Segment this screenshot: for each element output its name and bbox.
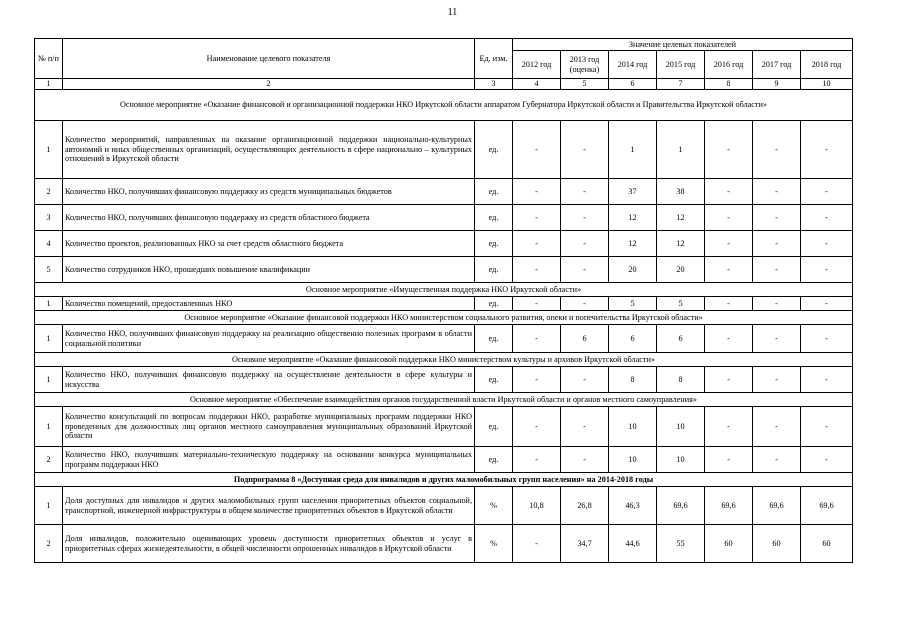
indicator-value: 69,6 <box>753 487 801 525</box>
row-number: 1 <box>35 367 63 393</box>
indicator-value: 12 <box>609 205 657 231</box>
indicator-name: Количество мероприятий, направленных на оказание организационной поддержки национально-культурных автономий и иных общественных организаций, осуществляющих деятельность в сфере национально – культурных отношений в Иркутской области <box>63 121 475 179</box>
indicator-value: 6 <box>657 325 705 353</box>
indicator-value: - <box>513 407 561 447</box>
unit: ед. <box>475 447 513 473</box>
unit: % <box>475 525 513 563</box>
indicator-value: - <box>513 367 561 393</box>
indicator-name: Количество НКО, получивших финансовую поддержку на реализацию общественно полезных программ в области социальной политики <box>63 325 475 353</box>
table-row <box>35 407 853 447</box>
indicator-value: 12 <box>657 231 705 257</box>
unit: ед. <box>475 121 513 179</box>
indicator-value: - <box>705 297 753 311</box>
section-title: Основное мероприятие «Оказание финансовой поддержки НКО министерством социального развития, опеки и попечительства Иркутской области» <box>35 311 853 325</box>
indicator-value: 38 <box>657 179 705 205</box>
indicator-value: - <box>561 179 609 205</box>
indicator-value: 10 <box>609 407 657 447</box>
row-number: 1 <box>35 407 63 447</box>
indicator-value: - <box>561 367 609 393</box>
header-unit: Ед. изм. <box>475 39 513 79</box>
indicator-value: - <box>801 257 853 283</box>
indicator-value: - <box>705 447 753 473</box>
table-row <box>35 325 853 353</box>
indicator-value: 69,6 <box>801 487 853 525</box>
indicator-value: 60 <box>753 525 801 563</box>
table-row <box>35 121 853 179</box>
indicator-value: - <box>801 231 853 257</box>
indicator-value: - <box>561 231 609 257</box>
indicator-value: - <box>705 179 753 205</box>
indicator-value: - <box>561 407 609 447</box>
table-row <box>35 179 853 205</box>
indicator-value: 6 <box>609 325 657 353</box>
indicator-value: - <box>705 367 753 393</box>
indicator-value: - <box>801 179 853 205</box>
header-year: 2016 год <box>705 51 753 79</box>
indicator-value: 8 <box>609 367 657 393</box>
section-row <box>35 353 853 367</box>
indicator-value: 5 <box>609 297 657 311</box>
section-row <box>35 393 853 407</box>
indicator-name: Количество НКО, получивших материально-техническую поддержку на основании конкурса муниципальных программ поддержки НКО <box>63 447 475 473</box>
indicator-value: - <box>561 205 609 231</box>
column-number: 9 <box>753 79 801 90</box>
indicator-value: 44,6 <box>609 525 657 563</box>
indicator-value: 20 <box>657 257 705 283</box>
indicator-value: 69,6 <box>657 487 705 525</box>
indicator-value: 69,6 <box>705 487 753 525</box>
header-year: 2013 год (оценка) <box>561 51 609 79</box>
table-row <box>35 367 853 393</box>
section-row <box>35 283 853 297</box>
indicator-value: - <box>801 297 853 311</box>
indicator-value: - <box>753 297 801 311</box>
indicator-name: Доля инвалидов, положительно оценивающих уровень доступности приоритетных объектов и услуг в приоритетных сферах жизнедеятельности, в общей численности опрошенных инвалидов в Иркутской области <box>63 525 475 563</box>
indicator-value: 34,7 <box>561 525 609 563</box>
row-number: 4 <box>35 231 63 257</box>
indicator-value: - <box>513 121 561 179</box>
indicator-value: - <box>753 325 801 353</box>
row-number: 1 <box>35 487 63 525</box>
section-title: Основное мероприятие «Оказание финансовой поддержки НКО министерством культуры и архивов Иркутской области» <box>35 353 853 367</box>
indicator-value: 10 <box>657 407 705 447</box>
row-number: 1 <box>35 325 63 353</box>
indicator-value: - <box>561 257 609 283</box>
table-row <box>35 487 853 525</box>
indicator-value: - <box>753 447 801 473</box>
indicator-value: - <box>513 325 561 353</box>
section-row <box>35 311 853 325</box>
indicator-value: - <box>705 121 753 179</box>
target-indicators-table <box>34 38 853 563</box>
unit: ед. <box>475 257 513 283</box>
section-title: Основное мероприятие «Обеспечение взаимодействия органов государственной власти Иркутской области и органов местного самоуправления» <box>35 393 853 407</box>
indicator-value: - <box>561 447 609 473</box>
indicator-value: - <box>705 257 753 283</box>
indicator-value: - <box>753 367 801 393</box>
indicator-value: 26,8 <box>561 487 609 525</box>
column-number: 6 <box>609 79 657 90</box>
indicator-value: - <box>705 325 753 353</box>
indicator-value: - <box>753 179 801 205</box>
indicator-value: - <box>705 231 753 257</box>
indicator-name: Количество сотрудников НКО, прошедших повышение квалификации <box>63 257 475 283</box>
unit: ед. <box>475 297 513 311</box>
indicator-value: 5 <box>657 297 705 311</box>
indicator-value: - <box>513 525 561 563</box>
indicator-value: - <box>705 205 753 231</box>
indicator-value: - <box>801 325 853 353</box>
column-number: 7 <box>657 79 705 90</box>
row-number: 1 <box>35 297 63 311</box>
header-year: 2015 год <box>657 51 705 79</box>
indicator-name: Количество НКО, получивших финансовую поддержку из средств областного бюджета <box>63 205 475 231</box>
header-year: 2018 год <box>801 51 853 79</box>
indicator-value: - <box>513 231 561 257</box>
indicator-value: 1 <box>609 121 657 179</box>
indicator-name: Количество проектов, реализованных НКО за счет средств областного бюджета <box>63 231 475 257</box>
indicator-value: - <box>513 205 561 231</box>
indicator-value: - <box>753 121 801 179</box>
indicator-name: Количество НКО, получивших финансовую поддержку на осуществление деятельности в сфере культуры и искусства <box>63 367 475 393</box>
indicator-value: 37 <box>609 179 657 205</box>
header-num: № п/п <box>35 39 63 79</box>
indicator-value: 12 <box>657 205 705 231</box>
indicator-name: Количество помещений, предоставленных НКО <box>63 297 475 311</box>
unit: ед. <box>475 325 513 353</box>
indicator-value: 20 <box>609 257 657 283</box>
section-title: Подпрограмма 8 «Доступная среда для инвалидов и других маломобильных групп населения» на 2014-2018 годы <box>35 473 853 487</box>
indicator-value: 46,3 <box>609 487 657 525</box>
indicator-value: 6 <box>561 325 609 353</box>
indicator-name: Количество НКО, получивших финансовую поддержку из средств муниципальных бюджетов <box>63 179 475 205</box>
column-number: 8 <box>705 79 753 90</box>
indicator-value: 60 <box>705 525 753 563</box>
indicator-value: - <box>561 121 609 179</box>
column-number: 4 <box>513 79 561 90</box>
column-number: 3 <box>475 79 513 90</box>
table-row <box>35 297 853 311</box>
indicator-value: - <box>513 297 561 311</box>
table-row <box>35 447 853 473</box>
row-number: 2 <box>35 179 63 205</box>
header-values-group: Значение целевых показателей <box>513 39 853 51</box>
indicator-value: - <box>801 367 853 393</box>
indicator-value: - <box>753 205 801 231</box>
indicator-value: - <box>801 407 853 447</box>
header-year: 2014 год <box>609 51 657 79</box>
column-number: 2 <box>63 79 475 90</box>
indicator-value: - <box>513 179 561 205</box>
section-title: Основное мероприятие «Оказание финансовой и организационной поддержки НКО Иркутской области аппаратом Губернатора Иркутской области и Правительства Иркутской области» <box>35 90 853 121</box>
header-year: 2017 год <box>753 51 801 79</box>
indicator-value: - <box>513 257 561 283</box>
indicator-value: 1 <box>657 121 705 179</box>
indicator-name: Количество консультаций по вопросам поддержки НКО, разработке муниципальных программ поддержки НКО проведенных для должностных лиц органов местного самоуправления муниципальных образований Иркутской области <box>63 407 475 447</box>
indicator-value: - <box>753 257 801 283</box>
unit: % <box>475 487 513 525</box>
indicator-value: 60 <box>801 525 853 563</box>
indicator-name: Доля доступных для инвалидов и других маломобильных групп населения приоритетных объектов социальной, транспортной, инженерной инфраструктуры в общем количестве приоритетных объектов в Иркутской области <box>63 487 475 525</box>
indicator-value: - <box>561 297 609 311</box>
indicator-value: - <box>513 447 561 473</box>
unit: ед. <box>475 231 513 257</box>
indicator-value: - <box>753 231 801 257</box>
indicator-value: 8 <box>657 367 705 393</box>
column-number: 5 <box>561 79 609 90</box>
indicator-value: 10,8 <box>513 487 561 525</box>
section-title: Основное мероприятие «Имущественная поддержка НКО Иркутской области» <box>35 283 853 297</box>
table-row <box>35 231 853 257</box>
row-number: 1 <box>35 121 63 179</box>
column-number: 10 <box>801 79 853 90</box>
row-number: 2 <box>35 447 63 473</box>
indicator-value: 10 <box>657 447 705 473</box>
indicator-value: - <box>801 205 853 231</box>
indicator-value: - <box>801 121 853 179</box>
table-row <box>35 257 853 283</box>
column-number: 1 <box>35 79 63 90</box>
unit: ед. <box>475 205 513 231</box>
row-number: 2 <box>35 525 63 563</box>
unit: ед. <box>475 179 513 205</box>
indicator-value: - <box>705 407 753 447</box>
table-row <box>35 525 853 563</box>
unit: ед. <box>475 367 513 393</box>
header-year: 2012 год <box>513 51 561 79</box>
indicator-value: 55 <box>657 525 705 563</box>
indicator-value: - <box>753 407 801 447</box>
table-row <box>35 205 853 231</box>
row-number: 3 <box>35 205 63 231</box>
section-row <box>35 90 853 121</box>
row-number: 5 <box>35 257 63 283</box>
unit: ед. <box>475 407 513 447</box>
section-row <box>35 473 853 487</box>
page-number: 11 <box>447 7 458 18</box>
indicator-value: - <box>801 447 853 473</box>
header-name: Наименование целевого показателя <box>63 39 475 79</box>
indicator-value: 12 <box>609 231 657 257</box>
indicator-value: 10 <box>609 447 657 473</box>
